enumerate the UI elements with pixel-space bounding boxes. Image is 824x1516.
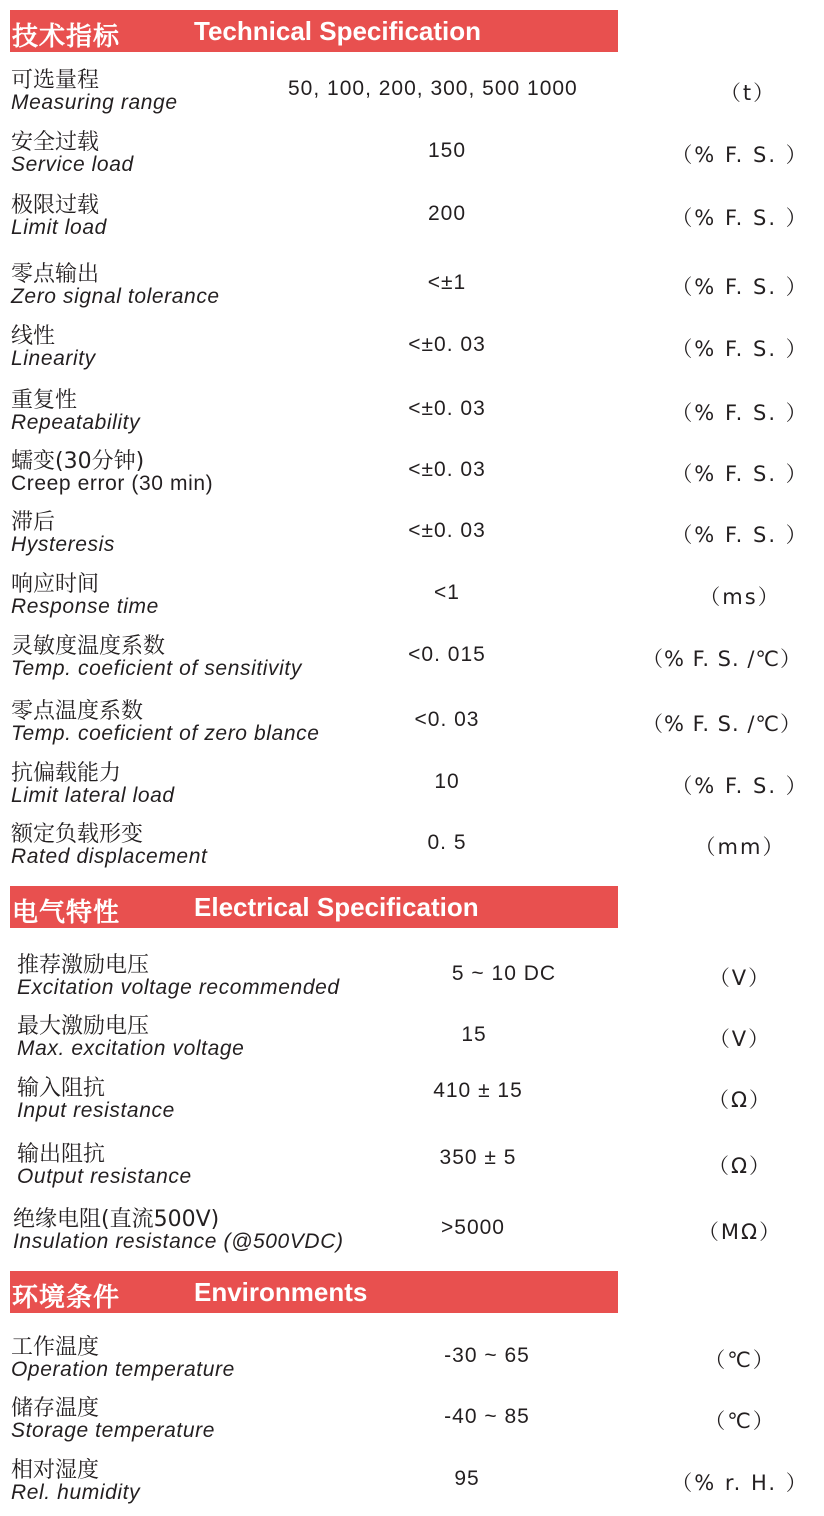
spec-label-en: Measuring range bbox=[11, 91, 178, 114]
spec-row-zero-signal bbox=[0, 257, 824, 319]
spec-label-en: Excitation voltage recommended bbox=[17, 976, 340, 999]
spec-label-cn: 极限过载 bbox=[11, 193, 100, 218]
spec-row-excitation-recommended bbox=[0, 948, 824, 1010]
spec-row-max-excitation bbox=[0, 1009, 824, 1071]
spec-unit: （% F. S. ） bbox=[671, 462, 809, 486]
spec-value: >5000 bbox=[441, 1216, 505, 1239]
spec-label-cn: 最大激励电压 bbox=[17, 1014, 150, 1039]
spec-value: <±1 bbox=[427, 271, 467, 294]
spec-label-en: Response time bbox=[11, 595, 159, 618]
spec-label-cn: 抗偏载能力 bbox=[11, 761, 122, 786]
spec-row-linearity bbox=[0, 319, 824, 381]
spec-value: -40 ~ 85 bbox=[444, 1405, 530, 1428]
spec-label-cn: 额定负载形变 bbox=[11, 822, 144, 847]
spec-value: <±0. 03 bbox=[408, 397, 486, 420]
section-header-electrical bbox=[10, 886, 618, 928]
spec-label-en: Repeatability bbox=[11, 411, 141, 434]
spec-value: 410 ± 15 bbox=[433, 1079, 523, 1102]
section-header-technical bbox=[10, 10, 618, 52]
spec-label-cn: 灵敏度温度系数 bbox=[11, 634, 166, 659]
spec-value: <0. 015 bbox=[408, 643, 486, 666]
spec-value: 15 bbox=[461, 1023, 487, 1046]
spec-row-lateral-load bbox=[0, 756, 824, 818]
spec-unit: （% F. S. ） bbox=[671, 275, 809, 299]
spec-unit: （MΩ） bbox=[697, 1220, 783, 1244]
spec-label-en: Limit lateral load bbox=[11, 784, 175, 807]
spec-label-en: Linearity bbox=[11, 347, 96, 370]
spec-value: <1 bbox=[434, 581, 460, 604]
spec-label-en: Storage temperature bbox=[11, 1419, 216, 1442]
spec-unit: （% r. H. ） bbox=[671, 1471, 809, 1495]
spec-row-temp-zero bbox=[0, 694, 824, 756]
spec-unit: （% F. S. ） bbox=[671, 774, 809, 798]
spec-label-en: Limit load bbox=[11, 216, 107, 239]
spec-row-displacement bbox=[0, 817, 824, 879]
spec-label-en: Rated displacement bbox=[11, 845, 208, 868]
spec-label-cn: 相对湿度 bbox=[11, 1458, 100, 1483]
spec-label-cn: 线性 bbox=[11, 324, 56, 349]
spec-label-en: Temp. coeficient of zero blance bbox=[11, 722, 320, 745]
section-title-en: Electrical Specification bbox=[194, 892, 479, 922]
spec-value: 50, 100, 200, 300, 500 1000 bbox=[288, 77, 578, 100]
spec-row-limit-load bbox=[0, 188, 824, 250]
spec-label-en: Temp. coeficient of sensitivity bbox=[11, 657, 302, 680]
spec-value: 0. 5 bbox=[427, 831, 467, 854]
spec-unit: （ms） bbox=[699, 585, 781, 609]
spec-label-cn: 绝缘电阻(直流500V) bbox=[13, 1207, 220, 1232]
spec-label-cn: 工作温度 bbox=[11, 1335, 100, 1360]
spec-value: 10 bbox=[434, 770, 460, 793]
spec-label-en: Output resistance bbox=[17, 1165, 192, 1188]
spec-unit: （V） bbox=[708, 1027, 772, 1051]
spec-label-cn: 安全过载 bbox=[11, 130, 100, 155]
spec-label-cn: 输出阻抗 bbox=[17, 1142, 106, 1167]
spec-unit: （mm） bbox=[694, 835, 786, 859]
section-title-en: Technical Specification bbox=[194, 16, 482, 46]
spec-label-en: Creep error (30 min) bbox=[11, 472, 214, 495]
spec-unit: （V） bbox=[708, 966, 772, 990]
spec-row-storage-temperature bbox=[0, 1391, 824, 1453]
spec-row-hysteresis bbox=[0, 505, 824, 567]
spec-label-en: Max. excitation voltage bbox=[17, 1037, 245, 1060]
spec-row-input-resistance bbox=[0, 1071, 824, 1133]
spec-unit: （% F. S. /℃） bbox=[641, 712, 803, 736]
spec-row-relative-humidity bbox=[0, 1453, 824, 1515]
spec-unit: （% F. S. ） bbox=[671, 401, 809, 425]
spec-unit: （Ω） bbox=[707, 1088, 773, 1112]
spec-value: 150 bbox=[427, 139, 467, 162]
section-header-environments bbox=[10, 1271, 618, 1313]
section-title-cn: 技术指标 bbox=[12, 22, 121, 52]
spec-label-cn: 输入阻抗 bbox=[17, 1076, 106, 1101]
spec-row-output-resistance bbox=[0, 1137, 824, 1199]
spec-label-en: Operation temperature bbox=[11, 1358, 235, 1381]
section-title-en: Environments bbox=[194, 1277, 368, 1307]
spec-label-cn: 重复性 bbox=[11, 388, 78, 413]
spec-value: <±0. 03 bbox=[408, 458, 486, 481]
spec-value: <±0. 03 bbox=[408, 333, 486, 356]
spec-row-temp-sensitivity bbox=[0, 629, 824, 691]
spec-label-en: Input resistance bbox=[17, 1099, 175, 1122]
spec-row-service-load bbox=[0, 125, 824, 187]
spec-label-en: Insulation resistance (@500VDC) bbox=[13, 1230, 344, 1253]
spec-unit: （% F. S. ） bbox=[671, 143, 809, 167]
section-title-cn: 电气特性 bbox=[12, 898, 121, 928]
spec-value: 350 ± 5 bbox=[439, 1146, 517, 1169]
spec-row-operation-temperature bbox=[0, 1330, 824, 1392]
spec-label-cn: 响应时间 bbox=[11, 572, 100, 597]
spec-value: <±0. 03 bbox=[408, 519, 486, 542]
spec-unit: （% F. S. ） bbox=[671, 523, 809, 547]
spec-label-cn: 可选量程 bbox=[11, 68, 100, 93]
spec-row-repeatability bbox=[0, 383, 824, 445]
spec-value: 5 ~ 10 DC bbox=[451, 962, 557, 985]
spec-row-insulation-resistance bbox=[0, 1202, 824, 1264]
spec-label-en: Rel. humidity bbox=[11, 1481, 141, 1504]
spec-label-cn: 滞后 bbox=[11, 510, 56, 535]
spec-label-cn: 零点输出 bbox=[11, 262, 100, 287]
spec-row-creep bbox=[0, 444, 824, 506]
spec-unit: （℃） bbox=[704, 1348, 776, 1372]
spec-unit: （℃） bbox=[704, 1409, 776, 1433]
spec-unit: （% F. S. ） bbox=[671, 337, 809, 361]
spec-value: <0. 03 bbox=[414, 708, 480, 731]
spec-label-cn: 零点温度系数 bbox=[11, 699, 144, 724]
spec-label-cn: 储存温度 bbox=[11, 1396, 100, 1421]
spec-label-cn: 蠕变(30分钟) bbox=[11, 449, 145, 474]
spec-value: 95 bbox=[454, 1467, 480, 1490]
spec-label-en: Hysteresis bbox=[11, 533, 116, 556]
spec-row-measuring-range bbox=[0, 63, 824, 125]
spec-unit: （t） bbox=[719, 81, 777, 105]
spec-label-en: Zero signal tolerance bbox=[11, 285, 220, 308]
spec-value: 200 bbox=[427, 202, 467, 225]
spec-label-en: Service load bbox=[11, 153, 134, 176]
spec-unit: （% F. S. ） bbox=[671, 206, 809, 230]
spec-unit: （% F. S. /℃） bbox=[641, 647, 803, 671]
spec-unit: （Ω） bbox=[707, 1154, 773, 1178]
spec-value: -30 ~ 65 bbox=[444, 1344, 530, 1367]
spec-row-response-time bbox=[0, 567, 824, 629]
section-title-cn: 环境条件 bbox=[12, 1283, 121, 1313]
spec-label-cn: 推荐激励电压 bbox=[17, 953, 150, 978]
